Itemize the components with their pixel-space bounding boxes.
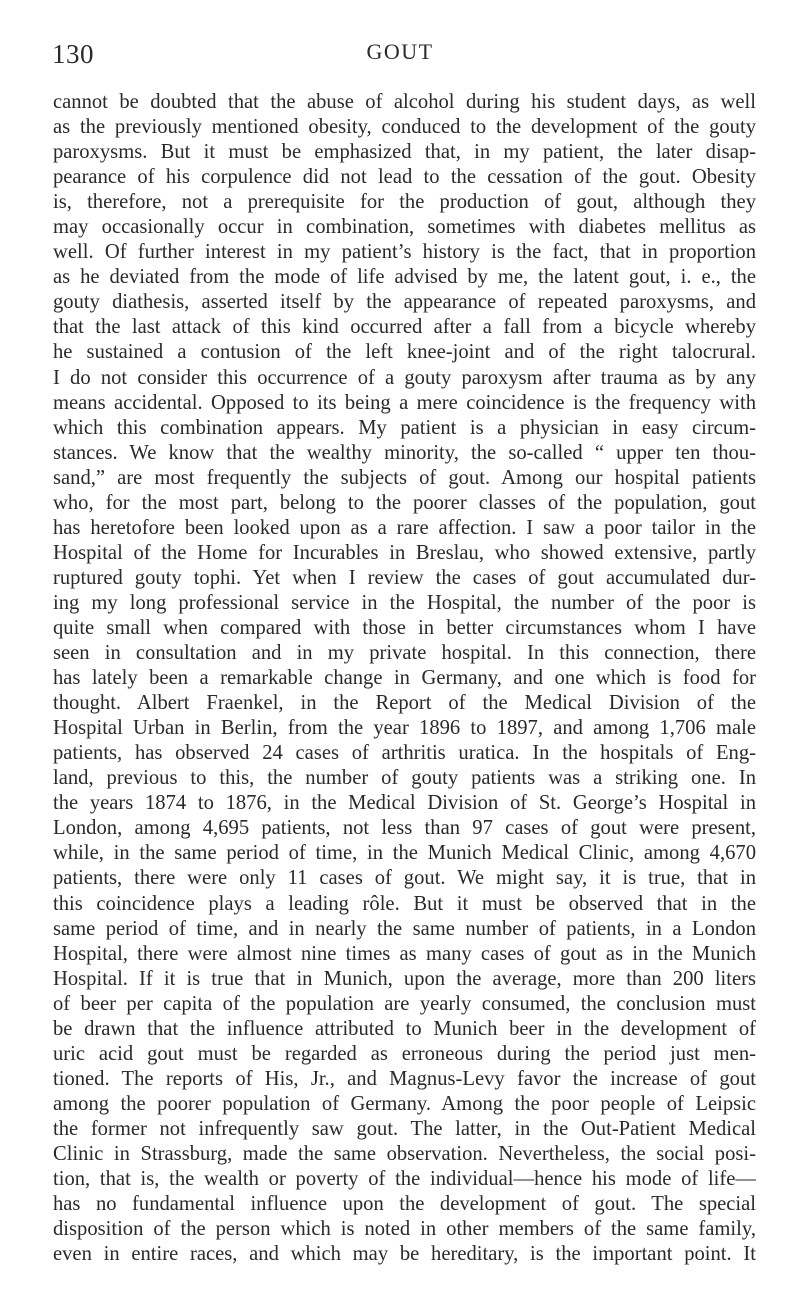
text-line: land, previous to this, the number of gouty patients was a striking one. In [53, 767, 756, 790]
text-line: has lately been a remarkable change in Germany, and one which is food for [53, 667, 756, 690]
text-line: has no fundamental influence upon the development of gout. The special [53, 1193, 756, 1216]
text-line: tion, that is, the wealth or poverty of the individual—hence his mode of life— [53, 1168, 756, 1191]
text-line: gouty diathesis, asserted itself by the appearance of repeated paroxysms, and [53, 291, 756, 314]
text-line: he sustained a contusion of the left knee-joint and of the right talocrural. [53, 341, 756, 364]
text-line: patients, there were only 11 cases of gout. We might say, it is true, that in [53, 867, 756, 890]
text-line: sand,” are most frequently the subjects of gout. Among our hospital patients [53, 466, 756, 489]
text-line: as the previously mentioned obesity, conduced to the development of the gouty [53, 116, 756, 139]
text-line: seen in consultation and in my private hospital. In this connection, there [53, 642, 756, 665]
text-line: stances. We know that the wealthy minority, the so-called “ upper ten thou- [53, 441, 756, 464]
text-line: patients, has observed 24 cases of arthritis uratica. In the hospitals of Eng- [53, 742, 756, 765]
text-line: as he deviated from the mode of life advised by me, the latent gout, i. e., the [53, 266, 756, 289]
text-line: while, in the same period of time, in the Munich Medical Clinic, among 4,670 [53, 842, 756, 865]
text-line: Hospital. If it is true that in Munich, upon the average, more than 200 liters [53, 967, 756, 990]
text-line: is, therefore, not a prerequisite for the production of gout, although they [53, 191, 756, 214]
text-line: tioned. The reports of His, Jr., and Magnus-Levy favor the increase of gout [53, 1067, 756, 1090]
text-line: has heretofore been looked upon as a rare affection. I saw a poor tailor in the [53, 516, 756, 539]
text-line: the years 1874 to 1876, in the Medical Division of St. George’s Hospital in [53, 792, 756, 815]
text-line: ing my long professional service in the Hospital, the number of the poor is [53, 591, 756, 614]
text-line: I do not consider this occurrence of a gouty paroxysm after trauma as by any [53, 366, 756, 389]
body-paragraph [53, 90, 756, 1267]
text-line: of beer per capita of the population are yearly consumed, the conclusion must [53, 992, 756, 1015]
text-line: this coincidence plays a leading rôle. But it must be observed that in the [53, 892, 756, 915]
text-line: which this combination appears. My patient is a physician in easy circum- [53, 416, 756, 439]
text-line: thought. Albert Fraenkel, in the Report of the Medical Division of the [53, 692, 756, 715]
text-line: well. Of further interest in my patient’s history is the fact, that in proportion [53, 241, 756, 264]
text-line: the former not infrequently saw gout. The latter, in the Out-Patient Medical [53, 1117, 756, 1140]
text-line: Hospital, there were almost nine times as many cases of gout as in the Munich [53, 942, 756, 965]
text-line: be drawn that the influence attributed to Munich beer in the development of [53, 1017, 756, 1040]
text-line: London, among 4,695 patients, not less than 97 cases of gout were present, [53, 817, 756, 840]
text-line: ruptured gouty tophi. Yet when I review the cases of gout accumulated dur- [53, 566, 756, 589]
text-line: cannot be doubted that the abuse of alcohol during his student days, as well [53, 91, 756, 113]
text-line: may occasionally occur in combination, sometimes with diabetes mellitus as [53, 216, 756, 239]
page-number: 130 [52, 39, 94, 69]
text-line: pearance of his corpulence did not lead to the cessation of the gout. Obesity [53, 166, 756, 189]
text-line: among the poorer population of Germany. Among the poor people of Leipsic [53, 1092, 756, 1115]
text-line: even in entire races, and which may be hereditary, is the important point. It [53, 1243, 756, 1266]
text-line: paroxysms. But it must be emphasized that, in my patient, the later disap- [53, 141, 756, 164]
text-line: Clinic in Strassburg, made the same observation. Nevertheless, the social posi- [53, 1142, 756, 1165]
text-line: Hospital Urban in Berlin, from the year 1896 to 1897, and among 1,706 male [53, 717, 756, 740]
text-line: means accidental. Opposed to its being a mere coincidence is the frequency with [53, 391, 756, 414]
text-line: quite small when compared with those in better circumstances whom I have [53, 616, 756, 639]
text-line: disposition of the person which is noted in other members of the same family, [53, 1218, 756, 1241]
text-line: that the last attack of this kind occurred after a fall from a bicycle whereby [53, 316, 756, 339]
text-line: uric acid gout must be regarded as erroneous during the period just men- [53, 1042, 756, 1065]
running-title: GOUT [366, 39, 434, 64]
text-line: who, for the most part, belong to the poorer classes of the population, gout [53, 491, 756, 514]
text-line: Hospital of the Home for Incurables in Breslau, who showed extensive, partly [53, 541, 756, 564]
text-line: same period of time, and in nearly the same number of patients, in a London [53, 917, 756, 940]
